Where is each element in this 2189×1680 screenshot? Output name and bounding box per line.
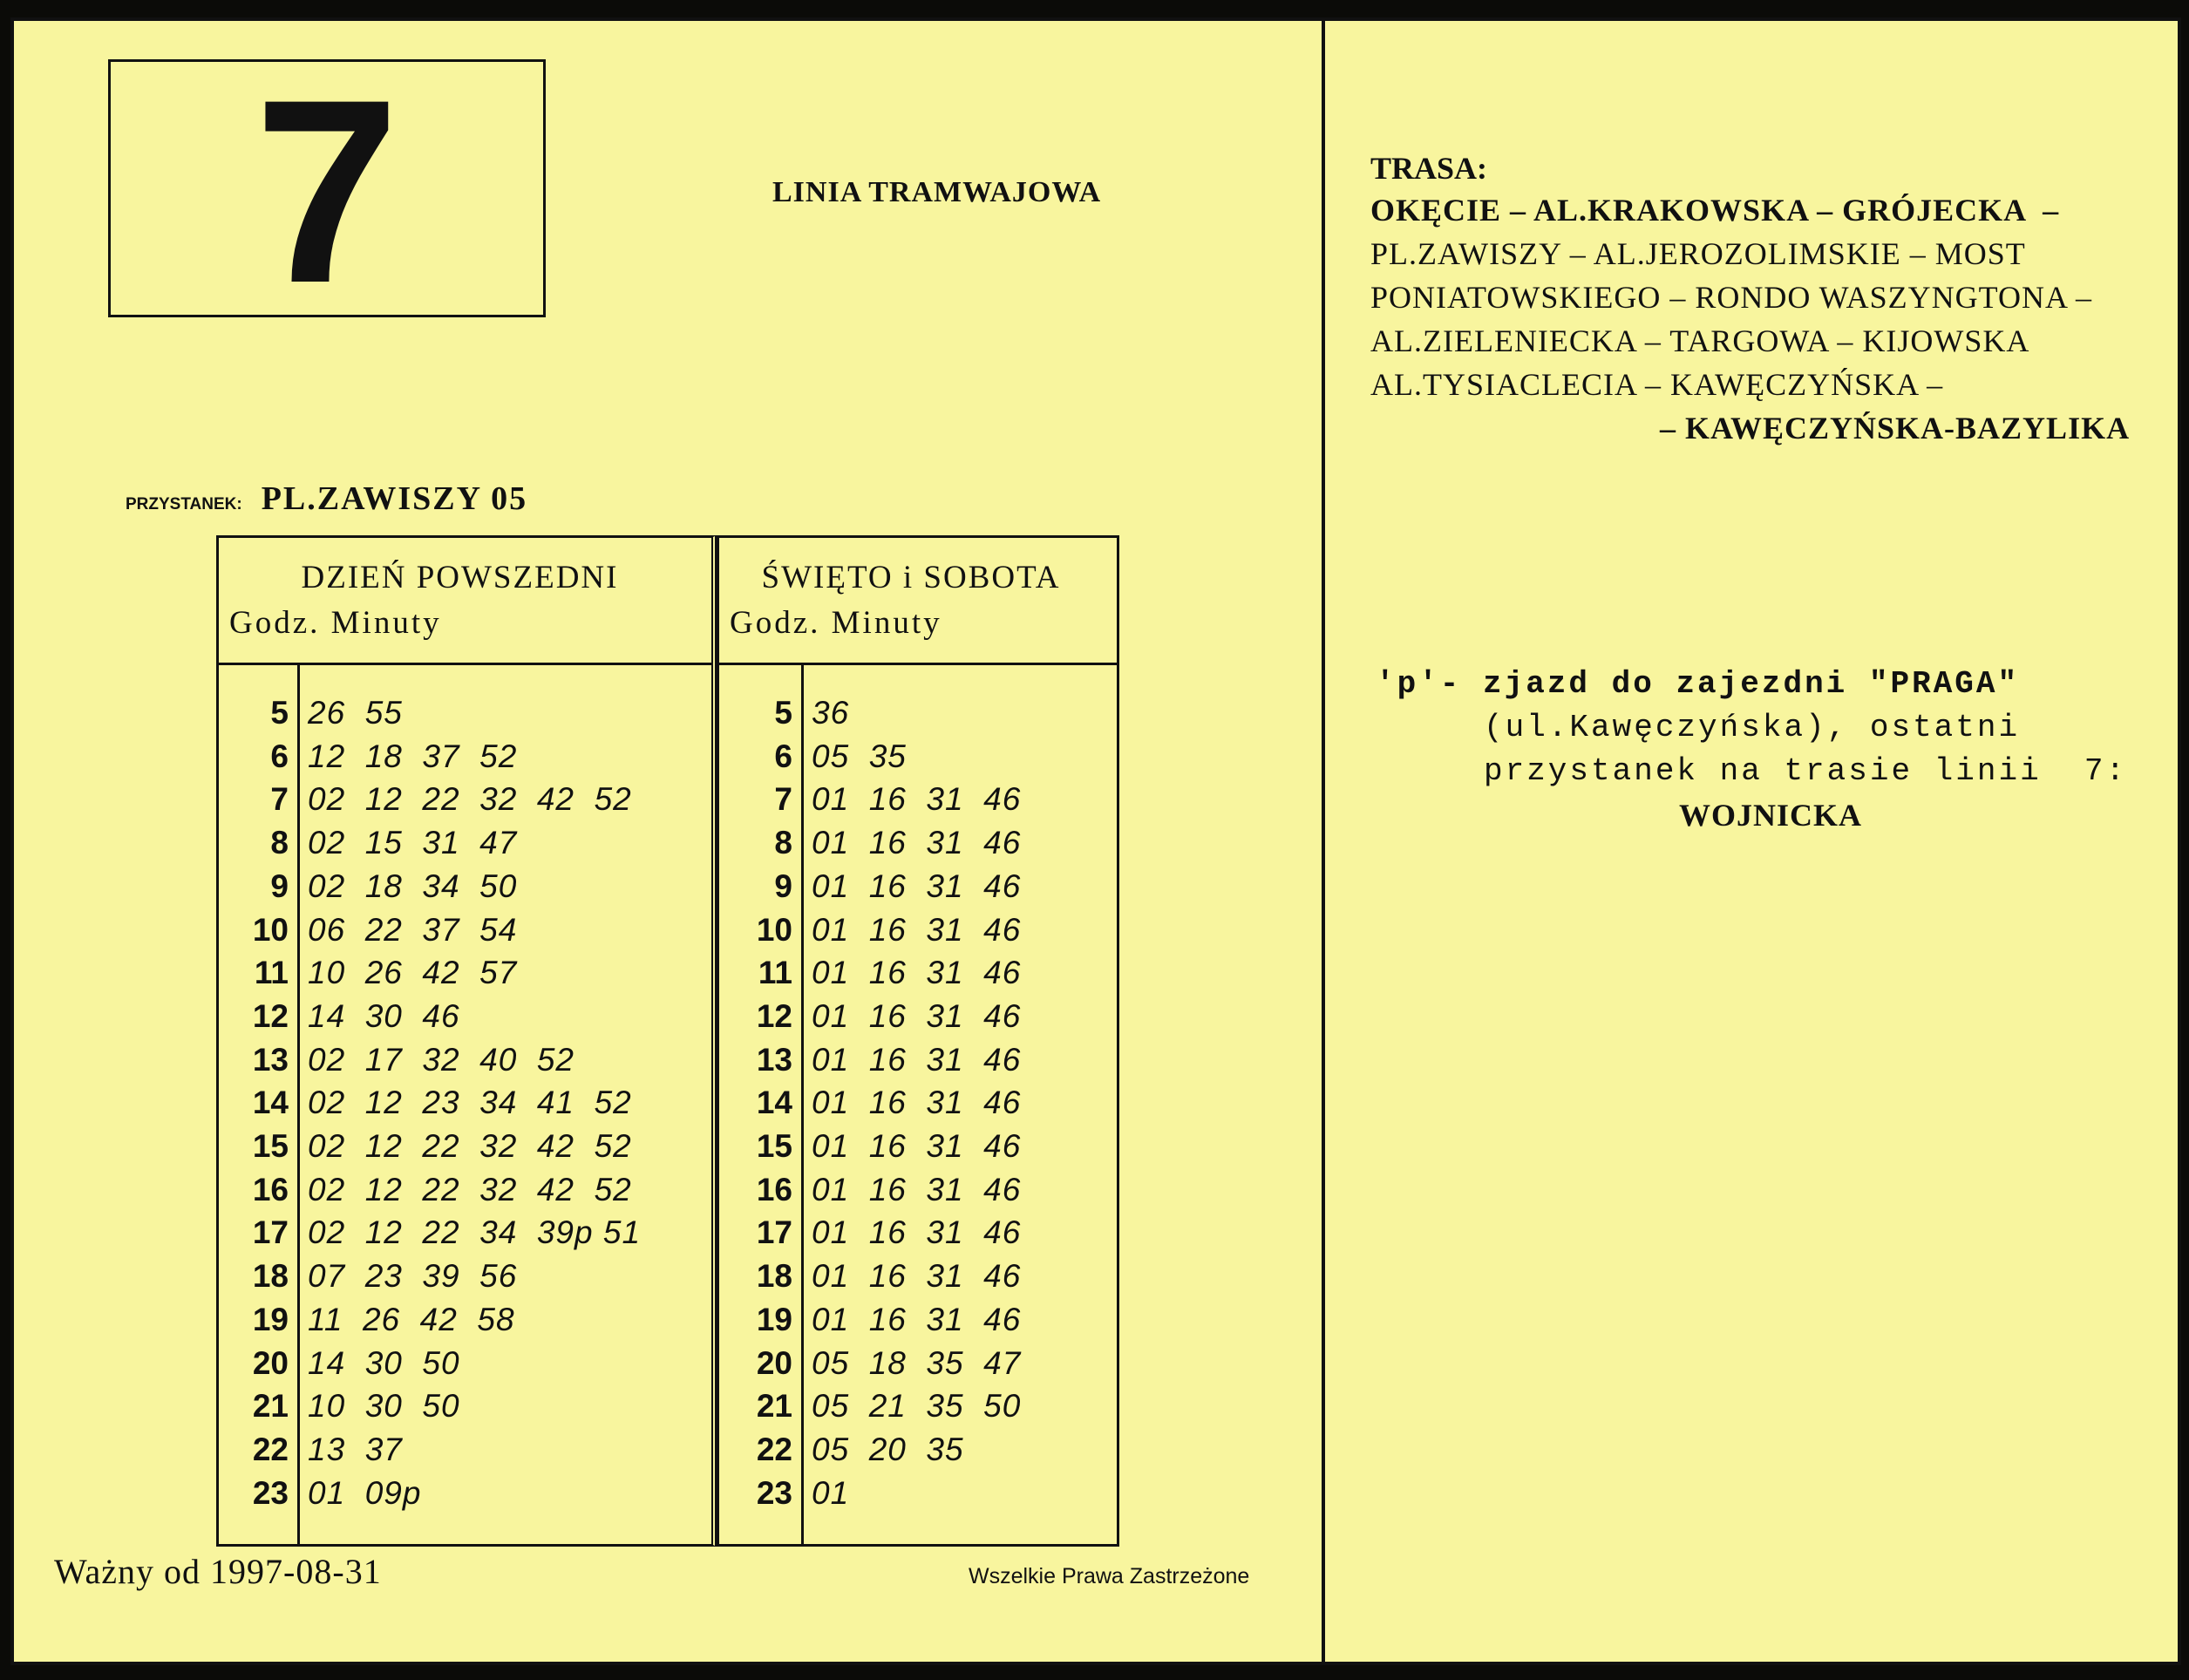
weekday-minutes: 02 17 32 40 52	[308, 1041, 575, 1078]
weekday-hour: 9	[270, 867, 289, 904]
holiday-hour: 21	[756, 1388, 792, 1425]
route-line-4: AL.ZIELENIECKA – TARGOWA – KIJOWSKA	[1370, 323, 2030, 358]
weekday-hour: 21	[252, 1388, 289, 1425]
weekday-hour: 13	[252, 1041, 289, 1078]
holiday-row	[719, 1081, 1021, 1125]
holiday-hour: 15	[756, 1128, 792, 1164]
weekday-row	[219, 908, 517, 952]
note-line-2: (ul.Kawęczyńska), ostatni	[1484, 710, 2021, 745]
holiday-row	[719, 778, 1021, 821]
holiday-row	[719, 1472, 849, 1515]
holiday-row	[719, 735, 907, 779]
holiday-minutes: 01 16 31 46	[812, 781, 1022, 818]
weekday-row	[219, 951, 517, 995]
holiday-row	[719, 1125, 1021, 1168]
holiday-row	[719, 821, 1021, 865]
weekday-hour: 11	[254, 955, 289, 991]
holiday-minutes: 01	[812, 1474, 850, 1511]
weekday-hour: 22	[252, 1431, 289, 1467]
holiday-row	[719, 1428, 964, 1472]
weekday-column-headers: Godz. Minuty	[229, 605, 442, 641]
weekday-minutes: 14 30 46	[308, 997, 460, 1034]
weekday-hour: 10	[252, 911, 289, 948]
weekday-timetable	[216, 535, 717, 1547]
holiday-hour: 17	[756, 1214, 792, 1251]
weekday-hour: 7	[270, 781, 289, 818]
weekday-row	[219, 778, 632, 821]
holiday-row	[719, 908, 1021, 952]
holiday-hour: 6	[774, 738, 792, 774]
timetable-sheet	[10, 17, 2181, 1665]
holiday-hour: 20	[756, 1344, 792, 1381]
weekday-minutes: 10 26 42 57	[308, 955, 518, 991]
weekday-minutes: 02 12 22 34 39p 51	[308, 1214, 642, 1251]
holiday-minutes: 01 16 31 46	[812, 1214, 1022, 1251]
holiday-timetable	[717, 535, 1119, 1547]
holiday-row	[719, 1342, 1021, 1385]
weekday-minutes: 02 12 22 32 42 52	[308, 1171, 632, 1207]
weekday-minutes: 02 18 34 50	[308, 867, 518, 904]
weekday-minutes: 11 26 42 58	[308, 1301, 515, 1337]
valid-from: Ważny od 1997-08-31	[54, 1552, 382, 1591]
weekday-hour: 20	[252, 1344, 289, 1381]
holiday-minutes: 01 16 31 46	[812, 1301, 1022, 1337]
route-line-2: PL.ZAWISZY – AL.JEROZOLIMSKIE – MOST	[1370, 236, 2026, 271]
weekday-row	[219, 1472, 421, 1515]
weekday-minutes: 26 55	[308, 695, 403, 731]
holiday-hour: 9	[774, 867, 792, 904]
weekday-hour: 6	[270, 738, 289, 774]
stop-label: PRZYSTANEK:	[126, 495, 242, 514]
weekday-row	[219, 1428, 403, 1472]
weekday-title: DZIEŃ POWSZEDNI	[301, 560, 619, 595]
holiday-hour: 19	[756, 1301, 792, 1337]
holiday-hour: 18	[756, 1258, 792, 1295]
holiday-hour: 16	[756, 1171, 792, 1207]
weekday-row	[219, 865, 517, 908]
holiday-hour: 12	[756, 997, 792, 1034]
weekday-row	[219, 1125, 632, 1168]
holiday-hour: 13	[756, 1041, 792, 1078]
holiday-row	[719, 1298, 1021, 1342]
route-line-5: AL.TYSIACLECIA – KAWĘCZYŃSKA –	[1370, 367, 1944, 402]
route-line-3: PONIATOWSKIEGO – RONDO WASZYNGTONA –	[1370, 280, 2093, 315]
holiday-minutes: 01 16 31 46	[812, 825, 1022, 861]
weekday-row	[219, 1211, 641, 1255]
note-line-1: 'p'- zjazd do zajezdni "PRAGA"	[1376, 666, 2020, 702]
holiday-row	[719, 1255, 1021, 1298]
stop-info	[126, 480, 527, 518]
holiday-hour: 8	[774, 825, 792, 861]
holiday-hour: 7	[774, 781, 792, 818]
weekday-minutes: 07 23 39 56	[308, 1258, 518, 1295]
holiday-minutes: 05 20 35	[812, 1431, 964, 1467]
weekday-minutes: 13 37	[308, 1431, 403, 1467]
weekday-minutes: 02 12 22 32 42 52	[308, 1128, 632, 1164]
holiday-minutes: 05 18 35 47	[812, 1344, 1022, 1381]
rights-notice: Wszelkie Prawa Zastrzeżone	[969, 1564, 1250, 1588]
holiday-row	[719, 1384, 1021, 1428]
weekday-row	[219, 1168, 632, 1212]
route-line-1: OKĘCIE – AL.KRAKOWSKA – GRÓJECKA –	[1370, 193, 2060, 228]
weekday-row	[219, 691, 403, 735]
stop-name: PL.ZAWISZY 05	[261, 480, 528, 517]
line-number-box	[108, 44, 546, 337]
holiday-title: ŚWIĘTO i SOBOTA	[761, 560, 1061, 595]
panel-divider	[1322, 21, 1325, 1662]
holiday-row	[719, 1038, 1021, 1082]
holiday-hour: 22	[756, 1431, 792, 1467]
holiday-hour: 23	[756, 1474, 792, 1511]
weekday-minutes: 06 22 37 54	[308, 911, 518, 948]
weekday-row	[219, 1081, 632, 1125]
weekday-hour: 23	[252, 1474, 289, 1511]
note-line-4: WOJNICKA	[1679, 798, 1863, 833]
weekday-minutes: 02 12 23 34 41 52	[308, 1085, 632, 1121]
weekday-hour: 8	[270, 825, 289, 861]
holiday-hour: 10	[756, 911, 792, 948]
weekday-hour: 18	[252, 1258, 289, 1295]
holiday-minutes: 01 16 31 46	[812, 1258, 1022, 1295]
weekday-hour: 5	[270, 695, 289, 731]
holiday-row	[719, 1168, 1021, 1212]
weekday-hour: 15	[252, 1128, 289, 1164]
weekday-row	[219, 1298, 515, 1342]
weekday-hour: 12	[252, 997, 289, 1034]
holiday-minutes: 05 21 35 50	[812, 1388, 1022, 1425]
route-line-6: – KAWĘCZYŃSKA-BAZYLIKA	[1660, 411, 2131, 446]
weekday-hour: 14	[252, 1085, 289, 1121]
holiday-hour: 11	[758, 955, 792, 991]
weekday-row	[219, 995, 460, 1038]
holiday-minutes: 36	[812, 695, 850, 731]
holiday-minutes: 01 16 31 46	[812, 1128, 1022, 1164]
holiday-minutes: 05 35	[812, 738, 907, 774]
document-title: LINIA TRAMWAJOWA	[772, 176, 1102, 208]
weekday-row	[219, 1384, 460, 1428]
line-number: 7	[254, 44, 400, 337]
holiday-minutes: 01 16 31 46	[812, 955, 1022, 991]
holiday-minutes: 01 16 31 46	[812, 997, 1022, 1034]
holiday-column-headers: Godz. Minuty	[730, 605, 942, 641]
weekday-minutes: 14 30 50	[308, 1344, 460, 1381]
holiday-row	[719, 951, 1021, 995]
holiday-header	[719, 538, 1117, 665]
weekday-row	[219, 735, 517, 779]
weekday-row	[219, 1038, 574, 1082]
weekday-minutes: 10 30 50	[308, 1388, 460, 1425]
weekday-minutes: 12 18 37 52	[308, 738, 518, 774]
holiday-minutes: 01 16 31 46	[812, 1085, 1022, 1121]
note-line-3: przystanek na trasie linii 7:	[1484, 753, 2128, 789]
holiday-row	[719, 691, 849, 735]
holiday-row	[719, 865, 1021, 908]
weekday-hour: 19	[252, 1301, 289, 1337]
holiday-hour: 5	[774, 695, 792, 731]
route-label: TRASA:	[1370, 151, 1488, 186]
holiday-row	[719, 1211, 1021, 1255]
holiday-minutes: 01 16 31 46	[812, 867, 1022, 904]
holiday-hour: 14	[756, 1085, 792, 1121]
weekday-row	[219, 1342, 460, 1385]
weekday-row	[219, 821, 517, 865]
holiday-row	[719, 995, 1021, 1038]
weekday-header	[219, 538, 711, 665]
weekday-minutes: 02 15 31 47	[308, 825, 518, 861]
weekday-hour: 17	[252, 1214, 289, 1251]
weekday-row	[219, 1255, 517, 1298]
holiday-minutes: 01 16 31 46	[812, 1041, 1022, 1078]
holiday-minutes: 01 16 31 46	[812, 1171, 1022, 1207]
weekday-minutes: 02 12 22 32 42 52	[308, 781, 632, 818]
holiday-minutes: 01 16 31 46	[812, 911, 1022, 948]
weekday-hour: 16	[252, 1171, 289, 1207]
weekday-minutes: 01 09p	[308, 1474, 422, 1511]
